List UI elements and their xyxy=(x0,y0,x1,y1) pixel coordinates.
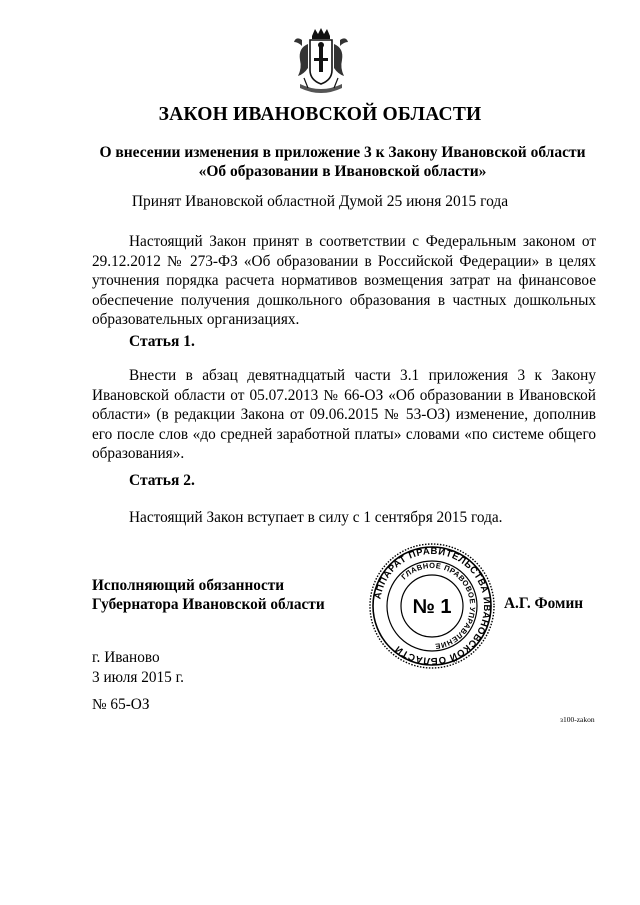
preamble-paragraph: Настоящий Закон принят в соответствии с Федеральным законом от 29.12.2012 № 273-ФЗ «Об образовании в Российской Федерации» в целях уточнения порядка расчета нормативов возмещения затрат на финансовое обеспечение получения дошкольного образования в частных дошкольных образовательных организациях. xyxy=(92,233,596,328)
seal-outer-text: АППАРАТ ПРАВИТЕЛЬСТВА ИВАНОВСКОЙ ОБЛАСТИ xyxy=(372,545,493,667)
law-subtitle xyxy=(80,143,605,181)
signing-date: 3 июля 2015 г. xyxy=(92,669,184,686)
signatory-title xyxy=(92,576,325,614)
coat-of-arms-icon xyxy=(290,26,352,96)
official-seal-stamp xyxy=(368,542,496,670)
signatory-line-1: Исполняющий обязанности xyxy=(92,577,285,594)
law-title: ЗАКОН ИВАНОВСКОЙ ОБЛАСТИ xyxy=(158,104,482,125)
place-and-date xyxy=(92,648,184,688)
seal-inner-text: ГЛАВНОЕ ПРАВОВОЕ УПРАВЛЕНИЕ xyxy=(399,560,478,651)
article-1-heading: Статья 1. xyxy=(129,333,195,350)
subtitle-line-2: «Об образовании в Ивановской области» xyxy=(198,163,487,180)
article-1-text: Внести в абзац девятнадцатый части 3.1 приложения 3 к Закону Ивановской области от 05.07.2013 № 66-ОЗ «Об образовании в Ивановской области» (в редакции Закона от 09.06.2015 № 53-ОЗ) изменение, дополнив его после слов «до средней заработной платы» словами «по системе общего образования». xyxy=(92,367,596,462)
subtitle-line-1: О внесении изменения в приложение 3 к Закону Ивановской области xyxy=(99,144,586,161)
signatory-name: А.Г. Фомин xyxy=(504,595,584,612)
adoption-statement: Принят Ивановской областной Думой 25 июня 2015 года xyxy=(131,193,509,210)
coat-of-arms-emblem xyxy=(290,26,352,96)
law-number: № 65-ОЗ xyxy=(92,696,150,713)
signatory-line-2: Губернатора Ивановской области xyxy=(92,596,325,613)
document-code: з100-zakon xyxy=(560,715,595,724)
article-2-heading: Статья 2. xyxy=(129,472,195,489)
city-name: г. Иваново xyxy=(92,649,160,666)
seal-icon xyxy=(368,542,496,670)
article-2-text: Настоящий Закон вступает в силу с 1 сентября 2015 года. xyxy=(129,509,503,526)
seal-number: № 1 xyxy=(412,596,452,618)
